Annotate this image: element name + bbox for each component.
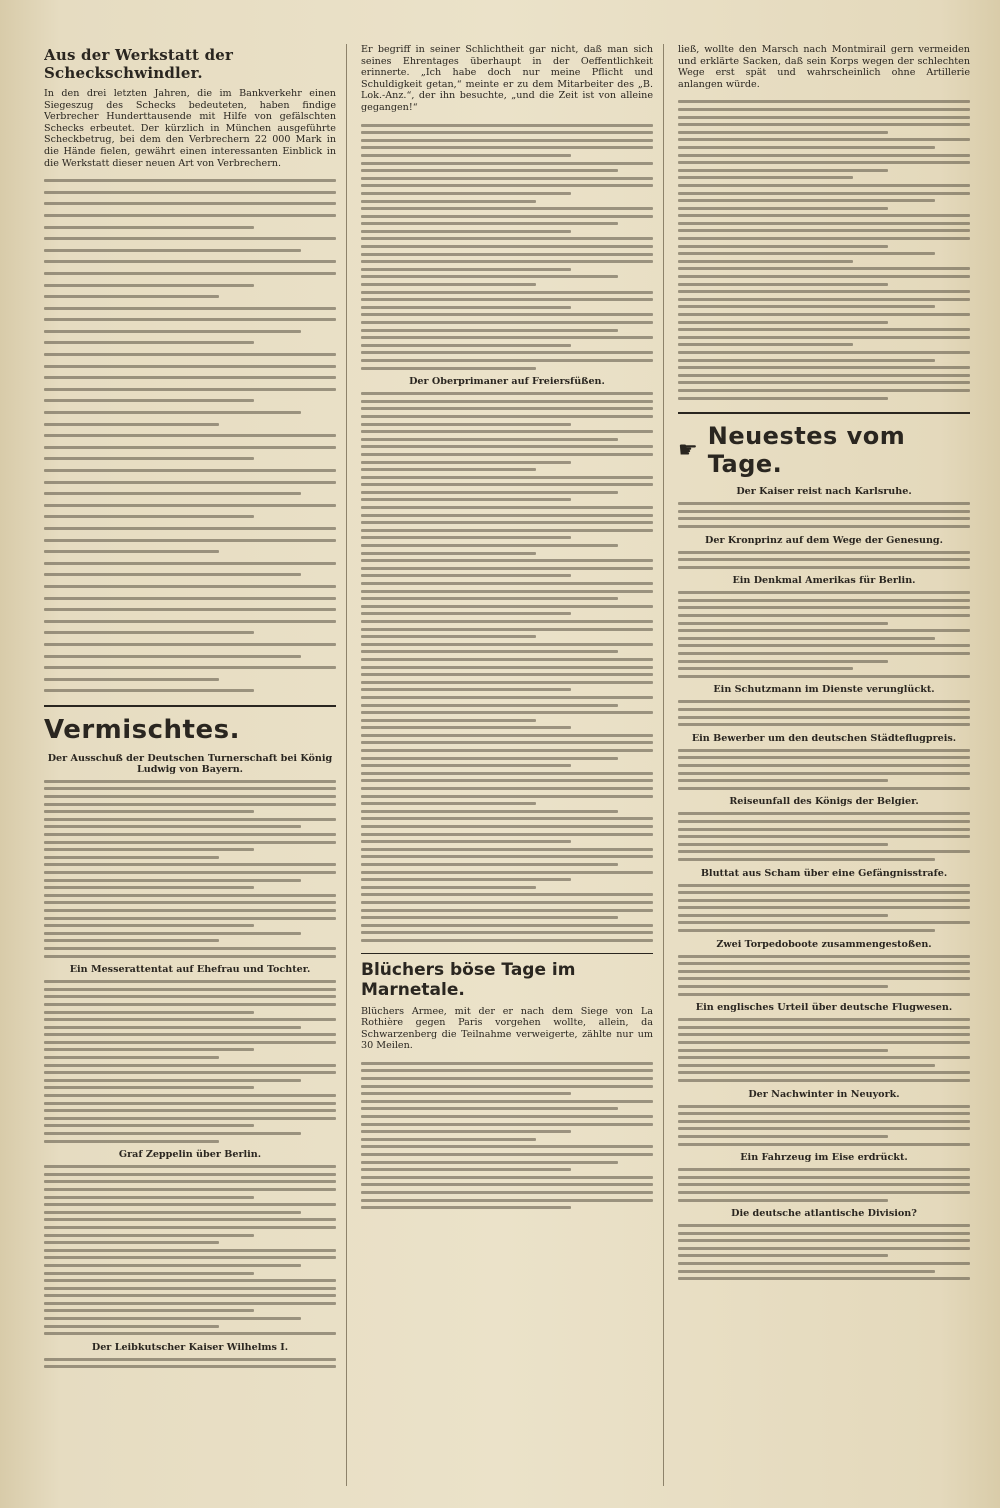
- article-body-lines: [678, 587, 970, 682]
- column-1: [44, 44, 347, 1486]
- article-body-lines: [678, 1220, 970, 1285]
- column-2: [361, 44, 664, 1486]
- news-item-heading: Ein Schutzmann im Dienste verunglückt.: [713, 684, 935, 696]
- article-body-lines: [678, 1101, 970, 1151]
- article-body-lines: [44, 976, 336, 1147]
- article-body-lines: [44, 175, 336, 697]
- article-continuation-bluecher: ließ, wollte den Marsch nach Montmirail gern vermeiden und erklärte Sacken, daß sein Korps wegen der schlechten Wege erst spät und wahrscheinlich ohne Artillerie anlangen würde.: [678, 44, 970, 90]
- article-body-lines: [361, 388, 653, 946]
- news-item-heading: Die deutsche atlantische Division?: [731, 1208, 917, 1220]
- article-body-lines: [44, 1161, 336, 1340]
- pointing-hand-icon: ☛: [678, 437, 698, 463]
- news-item-heading: Der Kronprinz auf dem Wege der Genesung.: [705, 534, 943, 546]
- article-body-lines: [361, 1058, 653, 1214]
- article-lead-kutscher: Er begriff in seiner Schlichtheit gar nicht, daß man sich seines Ehrentages überhaupt in der Oeffentlichkeit erinnerte. „Ich habe doch nur meine Pflicht und Schuldigkeit getan,“ meinte er zu dem Mitarbeiter des „B. Lok.-Anz.“, der ihn besuchte, „und die Zeit ist von alleine gegangen!“: [361, 44, 653, 113]
- news-item-heading: Ein englisches Urteil über deutsche Flugwesen.: [695, 1002, 953, 1014]
- article-lead-scheck: In den drei letzten Jahren, die im Bankverkehr einen Siegeszug des Schecks bedeuteten, haben findige Verbrecher Hunderttausende mit Hilfe von gefälschten Schecks erbeutet. Der kürzlich in München ausgeführte Scheckbetrug, bei dem den Verbrechern 22 000 Mark in die Hände fielen, gewährt einen interessanten Einblick in die Werkstatt dieser neuen Art von Verbrechern.: [44, 88, 336, 169]
- article-body-lines: [678, 498, 970, 532]
- news-item-heading: Reiseunfall des Königs der Belgier.: [729, 796, 919, 808]
- subheading-leibkutscher: Der Leibkutscher Kaiser Wilhelms I.: [91, 1341, 289, 1353]
- news-header: [678, 412, 970, 478]
- column-3: [678, 44, 970, 1486]
- subheading-messerattentat: Ein Messerattentat auf Ehefrau und Tochter.: [69, 964, 311, 976]
- subheading-oberprimaner: Der Oberprimaner auf Freiersfüßen.: [409, 376, 605, 388]
- subheading-turnerschaft: Der Ausschuß der Deutschen Turnerschaft bei König Ludwig von Bayern.: [47, 752, 333, 775]
- article-body-lines: [678, 96, 970, 404]
- section-vermischtes: Vermischtes.: [44, 705, 336, 745]
- news-item-heading: Ein Bewerber um den deutschen Städteflugpreis.: [691, 732, 957, 744]
- news-item-heading: Der Nachwinter in Neuyork.: [748, 1088, 900, 1100]
- article-body-lines: [44, 776, 336, 962]
- news-item-heading: Ein Fahrzeug im Eise erdrückt.: [740, 1152, 908, 1164]
- article-body-lines: [44, 1354, 336, 1373]
- news-item-heading: Zwei Torpedoboote zusammengestoßen.: [716, 938, 932, 950]
- headline-bluecher: Blüchers böse Tage im Marnetale.: [361, 953, 653, 1000]
- article-body-lines: [678, 880, 970, 937]
- subheading-zeppelin: Graf Zeppelin über Berlin.: [118, 1149, 262, 1161]
- article-body-lines: [678, 745, 970, 795]
- news-item-heading: Bluttat aus Scham über eine Gefängnisstrafe.: [700, 867, 948, 879]
- headline-scheckschwindler: Aus der Werkstatt der Scheckschwindler.: [44, 46, 234, 82]
- section-neuestes: Neuestes vom Tage.: [707, 422, 906, 479]
- article-body-lines: [678, 1164, 970, 1206]
- article-body-lines: [678, 696, 970, 730]
- article-body-lines: [678, 808, 970, 865]
- article-body-lines: [361, 120, 653, 375]
- news-item-heading: Ein Denkmal Amerikas für Berlin.: [732, 575, 916, 587]
- article-body-lines: [678, 1014, 970, 1086]
- column-container: [44, 44, 970, 1486]
- article-body-lines: [678, 951, 970, 1001]
- news-item-heading: Der Kaiser reist nach Karlsruhe.: [736, 486, 912, 498]
- article-body-lines: [678, 547, 970, 574]
- article-lead-bluecher: Blüchers Armee, mit der er nach dem Siege von La Rothière gegen Paris vorgehen wollte, allein, da Schwarzenberg die Teilnahme verweigerte, zählte nur um 30 Meilen.: [361, 1005, 653, 1052]
